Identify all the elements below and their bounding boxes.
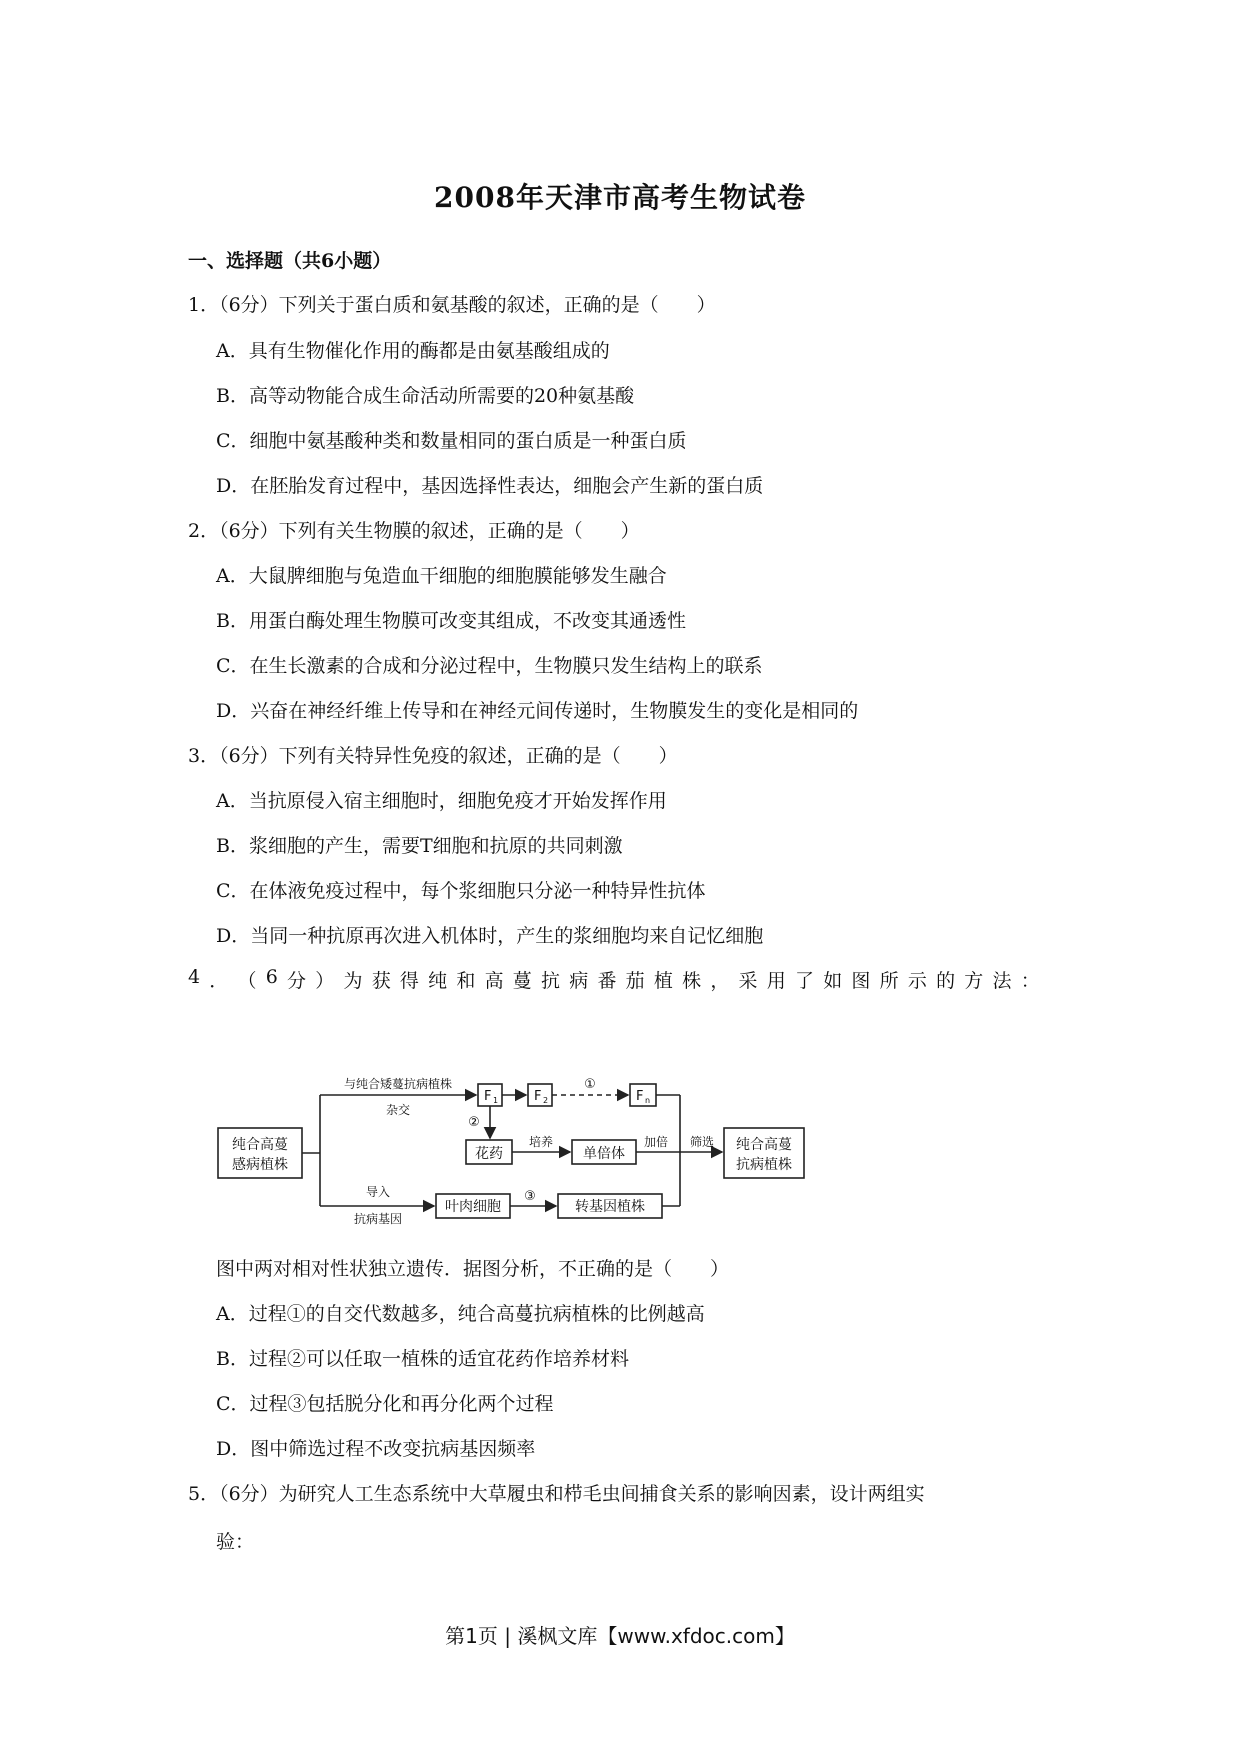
question-4-stem-char: 采 — [738, 970, 758, 992]
question-4-stem-char: 株 — [682, 970, 702, 992]
question-5-stem: 5．（6分）为研究人工生态系统中大草履虫和栉毛虫间捕食关系的影响因素，设计两组实 — [188, 1483, 925, 1505]
question-4-stem-char: 方 — [964, 970, 984, 992]
question-4-stem — [188, 966, 1040, 993]
question-4-stem-char: 纯 — [428, 970, 448, 992]
question-1-option-c: C．细胞中氨基酸种类和数量相同的蛋白质是一种蛋白质 — [216, 430, 687, 452]
question-1-stem: 1．（6分）下列关于蛋白质和氨基酸的叙述，正确的是（ ） — [188, 294, 716, 316]
question-4-stem-char: 获 — [371, 970, 391, 992]
question-4-stem-char: 6 — [265, 966, 278, 988]
question-4-stem-char: 番 — [597, 970, 617, 992]
mesophyll-label: 叶肉细胞 — [445, 1199, 501, 1215]
f1-sub: 1 — [493, 1096, 499, 1105]
question-4-option-d: D．图中筛选过程不改变抗病基因频率 — [216, 1438, 536, 1460]
question-4-stem-char: ） — [315, 970, 335, 992]
question-4-stem-char: 所 — [879, 970, 899, 992]
select-label: 筛选 — [689, 1135, 715, 1149]
question-1-option-a: A．具有生物催化作用的酶都是由氨基酸组成的 — [216, 340, 610, 362]
question-4-stem-char: 法 — [992, 970, 1012, 992]
question-2-option-d: D．兴奋在神经纤维上传导和在神经元间传递时，生物膜发生的变化是相同的 — [216, 700, 859, 722]
end-label-2: 抗病植株 — [736, 1157, 792, 1173]
double-label: 加倍 — [643, 1135, 669, 1149]
anther-label: 花药 — [475, 1146, 503, 1162]
step-1-label: ① — [584, 1077, 596, 1092]
question-4-stem-char: ， — [710, 970, 730, 992]
question-4-stem-char: 分 — [287, 970, 307, 992]
question-4-option-b: B．过程②可以任取一植株的适宜花药作培养材料 — [216, 1348, 629, 1370]
question-4-stem-char: ． — [209, 970, 229, 992]
question-4-stem-char: 4 — [188, 966, 201, 988]
question-2-option-c: C．在生长激素的合成和分泌过程中，生物膜只发生结构上的联系 — [216, 655, 763, 677]
question-4-stem-char: 和 — [456, 970, 476, 992]
page-title: 2008年天津市高考生物试卷 — [434, 181, 806, 214]
start-label-2: 感病植株 — [232, 1157, 288, 1173]
transgenic-label: 转基因植株 — [575, 1199, 645, 1215]
start-label-1: 纯合高蔓 — [232, 1137, 288, 1153]
question-4-stem-char: 得 — [399, 970, 419, 992]
haploid-label: 单倍体 — [583, 1146, 625, 1162]
f2-sub: 2 — [543, 1096, 549, 1105]
question-3-stem: 3．（6分）下列有关特异性免疫的叙述，正确的是（ ） — [188, 745, 678, 767]
question-2-option-b: B．用蛋白酶处理生物膜可改变其组成，不改变其通透性 — [216, 610, 686, 632]
question-4-followup: 图中两对相对性状独立遗传．据图分析，不正确的是（ ） — [216, 1258, 730, 1280]
question-4-stem-char: 病 — [569, 970, 589, 992]
question-4-stem-char: 高 — [484, 970, 504, 992]
question-4-stem-char: （ — [237, 970, 257, 992]
question-4-stem-char: ： — [1020, 970, 1040, 992]
step-2-label: ② — [468, 1115, 480, 1130]
question-4-stem-char: 茄 — [625, 970, 645, 992]
cross-label: 与纯合矮蔓抗病植株 — [343, 1077, 453, 1091]
end-label-1: 纯合高蔓 — [736, 1137, 792, 1153]
question-4-stem-char: 蔓 — [512, 970, 532, 992]
question-3-option-d: D．当同一种抗原再次进入机体时，产生的浆细胞均来自记忆细胞 — [216, 925, 764, 947]
question-2-option-a: A．大鼠脾细胞与兔造血干细胞的细胞膜能够发生融合 — [216, 565, 667, 587]
question-4-stem-char: 用 — [766, 970, 786, 992]
question-4-stem-char: 图 — [851, 970, 871, 992]
culture-label: 培养 — [528, 1135, 554, 1149]
section-heading: 一、选择题（共6小题） — [188, 250, 392, 272]
question-4-stem-char: 了 — [794, 970, 814, 992]
question-4-stem-char: 示 — [907, 970, 927, 992]
question-1-option-d: D．在胚胎发育过程中，基因选择性表达，细胞会产生新的蛋白质 — [216, 475, 764, 497]
page-footer: 第1页 | 溪枫文库【www.xfdoc.com】 — [445, 1624, 795, 1648]
import-sub-label: 抗病基因 — [353, 1212, 403, 1226]
f1-label: F — [484, 1089, 492, 1104]
question-3-option-c: C．在体液免疫过程中，每个浆细胞只分泌一种特异性抗体 — [216, 880, 706, 902]
question-4-option-c: C．过程③包括脱分化和再分化两个过程 — [216, 1393, 554, 1415]
fn-label: F — [636, 1089, 644, 1104]
question-5-stem-continued: 验： — [216, 1531, 255, 1553]
question-4-stem-char: 植 — [653, 970, 673, 992]
f2-label: F — [534, 1089, 542, 1104]
question-4-stem-char: 如 — [823, 970, 843, 992]
step-3-label: ③ — [524, 1189, 536, 1204]
question-2-stem: 2．（6分）下列有关生物膜的叙述，正确的是（ ） — [188, 520, 640, 542]
fn-sub: n — [645, 1096, 651, 1105]
question-4-stem-char: 为 — [343, 970, 363, 992]
question-3-option-a: A．当抗原侵入宿主细胞时，细胞免疫才开始发挥作用 — [216, 790, 667, 812]
question-3-option-b: B．浆细胞的产生，需要T细胞和抗原的共同刺激 — [216, 835, 623, 857]
question-4-stem-char: 抗 — [541, 970, 561, 992]
question-4-stem-char: 的 — [936, 970, 956, 992]
import-label: 导入 — [365, 1185, 391, 1199]
question-1-option-b: B．高等动物能合成生命活动所需要的20种氨基酸 — [216, 385, 635, 407]
cross-sub-label: 杂交 — [385, 1103, 411, 1117]
breeding-diagram — [210, 1070, 830, 1230]
question-4-option-a: A．过程①的自交代数越多，纯合高蔓抗病植株的比例越高 — [216, 1303, 705, 1325]
